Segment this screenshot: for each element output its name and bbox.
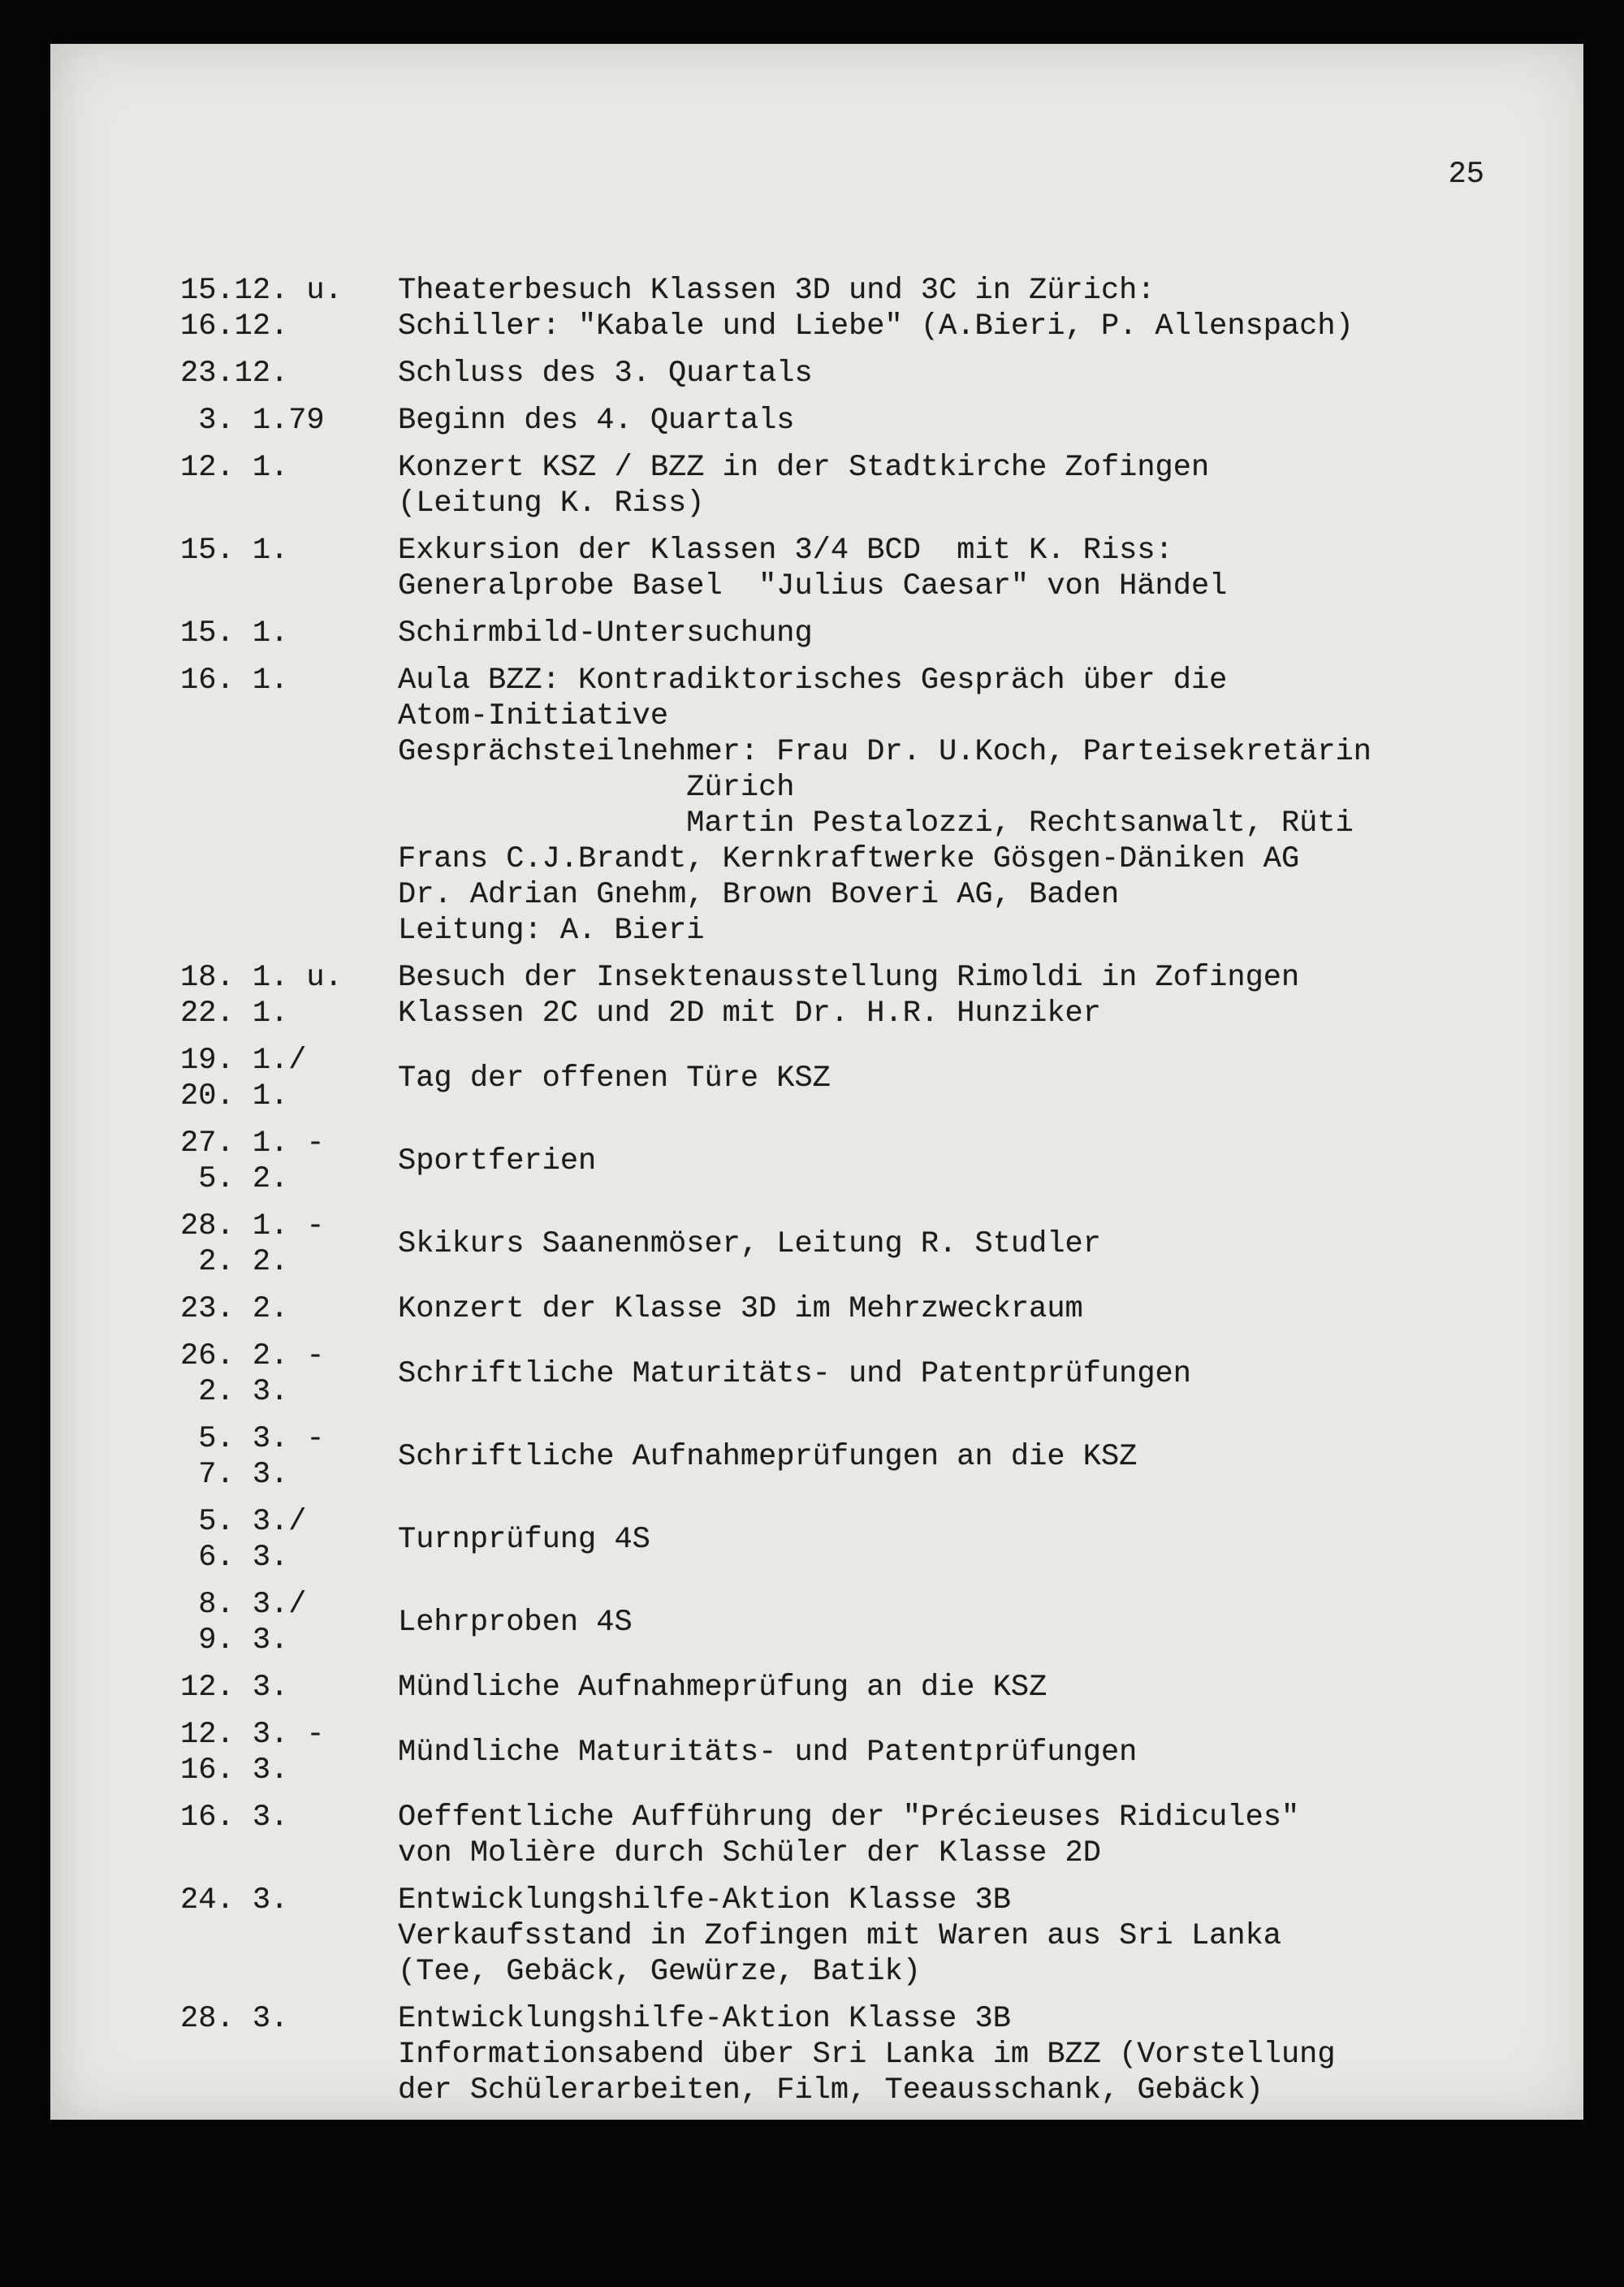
entry-text [398,2001,1551,2108]
entry-date [180,1338,398,1410]
entry-date [180,450,398,486]
calendar-entry [180,450,1551,521]
text-line: Schriftliche Aufnahmeprüfungen an die KSZ [398,1440,1138,1474]
date-line: 22. 1. [180,997,289,1031]
entry-date [180,1587,398,1658]
date-line: 28. 1. - [180,1209,325,1243]
text-line: Tag der offenen Türe KSZ [398,1061,831,1096]
entry-date [180,1883,398,1918]
date-line: 5. 2. [180,1162,289,1196]
calendar-entry [180,1717,1551,1788]
calendar-entry [180,1670,1551,1706]
text-line: Theaterbesuch Klassen 3D und 3C in Zürich: [398,274,1155,308]
text-line: Mündliche Aufnahmeprüfung an die KSZ [398,1671,1047,1705]
entry-text [398,960,1551,1031]
entry-text [398,1439,1551,1475]
date-line: 16. 3. [180,1753,289,1788]
scanned-page [50,44,1583,2120]
text-line: Atom-Initiative [398,699,669,733]
calendar-entry [180,1338,1551,1410]
entry-text [398,1226,1551,1262]
date-line: 18. 1. u. [180,961,343,995]
date-line: 15. 1. [180,534,289,568]
entry-text [398,1061,1551,1096]
date-line: 9. 3. [180,1623,289,1658]
calendar-entry [180,1126,1551,1197]
entry-text [398,450,1551,521]
text-line: Entwicklungshilfe-Aktion Klasse 3B [398,2002,1011,2036]
calendar-entry [180,960,1551,1031]
entry-date [180,1670,398,1706]
text-line: Frans C.J.Brandt, Kernkraftwerke Gösgen-Däniken AG [398,842,1300,876]
entry-text [398,273,1551,344]
entry-text [398,403,1551,439]
date-line: 23.12. [180,357,289,391]
text-line: Entwicklungshilfe-Aktion Klasse 3B [398,1883,1011,1917]
entry-date [180,533,398,569]
entry-date [180,960,398,1031]
date-line: 16. 1. [180,664,289,698]
date-line: 2. 3. [180,1375,289,1409]
entry-date [180,403,398,439]
calendar-entry [180,1208,1551,1280]
entry-date [180,1504,398,1576]
calendar-entry [180,1043,1551,1114]
entry-text [398,1883,1551,1990]
text-line: Konzert KSZ / BZZ in der Stadtkirche Zofingen [398,451,1210,485]
date-line: 2. 2. [180,1245,289,1279]
date-line: 7. 3. [180,1458,289,1492]
text-line: Mündliche Maturitäts- und Patentprüfungen [398,1736,1138,1770]
text-line: Lehrproben 4S [398,1606,633,1640]
calendar-entry [180,273,1551,344]
date-line: 15. 1. [180,616,289,651]
date-line: 16.12. [180,309,289,344]
entry-date [180,1126,398,1197]
date-line: 28. 3. [180,2002,289,2036]
date-line: 6. 3. [180,1541,289,1575]
entry-date [180,1717,398,1788]
text-line: Aula BZZ: Kontradiktorisches Gespräch über die [398,664,1228,698]
date-line: 24. 3. [180,1883,289,1917]
entry-text [398,356,1551,391]
date-line: 12. 3. [180,1671,289,1705]
entry-text [398,1735,1551,1770]
calendar-entry [180,403,1551,439]
entry-date [180,2001,398,2037]
page-number: 25 [1448,158,1484,192]
text-line: Turnprüfung 4S [398,1523,650,1557]
entry-text [398,1800,1551,1871]
date-line: 12. 3. - [180,1718,325,1752]
entry-date [180,1421,398,1493]
entry-date [180,273,398,344]
calendar-entry [180,2001,1551,2108]
text-line: Schirmbild-Untersuchung [398,616,813,651]
calendar-entry [180,616,1551,651]
calendar-entry [180,1421,1551,1493]
date-line: 5. 3. - [180,1422,325,1456]
text-line: Skikurs Saanenmöser, Leitung R. Studler [398,1227,1101,1261]
date-line: 19. 1./ [180,1044,307,1078]
entry-date [180,1043,398,1114]
calendar-entry [180,1883,1551,1990]
text-line: Konzert der Klasse 3D im Mehrzweckraum [398,1292,1083,1326]
entry-text [398,533,1551,604]
date-line: 27. 1. - [180,1126,325,1161]
calendar-entry [180,356,1551,391]
entry-date [180,1800,398,1835]
text-line: Beginn des 4. Quartals [398,404,795,438]
entry-date [180,616,398,651]
entry-date [180,1291,398,1327]
text-line: Martin Pestalozzi, Rechtsanwalt, Rüti [398,806,1354,841]
entry-text [398,1144,1551,1179]
entry-text [398,1670,1551,1706]
date-line: 3. 1.79 [180,404,325,438]
text-line: (Leitung K. Riss) [398,486,705,521]
text-line: Generalprobe Basel "Julius Caesar" von Händel [398,569,1228,603]
text-line: Klassen 2C und 2D mit Dr. H.R. Hunziker [398,997,1101,1031]
date-line: 8. 3./ [180,1588,307,1622]
date-line: 20. 1. [180,1079,289,1113]
calendar-entry [180,533,1551,604]
calendar-entry [180,1291,1551,1327]
text-line: Gesprächsteilnehmer: Frau Dr. U.Koch, Parteisekretärin [398,735,1371,769]
text-line: Leitung: A. Bieri [398,914,705,948]
date-line: 16. 3. [180,1801,289,1835]
text-line: Dr. Adrian Gnehm, Brown Boveri AG, Baden [398,878,1120,912]
text-line: Zürich [398,771,795,805]
text-line: Schriftliche Maturitäts- und Patentprüfungen [398,1357,1191,1391]
entry-date [180,663,398,698]
date-line: 15.12. u. [180,274,343,308]
entry-text [398,1356,1551,1392]
text-line: Informationsabend über Sri Lanka im BZZ (Vorstellung [398,2038,1336,2072]
calendar-entry [180,663,1551,949]
entry-text [398,1291,1551,1327]
text-line: der Schülerarbeiten, Film, Teeausschank, Gebäck) [398,2073,1263,2108]
date-line: 23. 2. [180,1292,289,1326]
calendar-entry [180,1800,1551,1871]
text-line: Schiller: "Kabale und Liebe" (A.Bieri, P. Allenspach) [398,309,1354,344]
calendar-entry [180,1587,1551,1658]
entries-list [180,273,1551,2120]
text-line: von Molière durch Schüler der Klasse 2D [398,1836,1101,1870]
text-line: Sportferien [398,1144,597,1178]
date-line: 5. 3./ [180,1505,307,1539]
calendar-entry [180,1504,1551,1576]
text-line: Exkursion der Klassen 3/4 BCD mit K. Riss: [398,534,1173,568]
text-line: Oeffentliche Aufführung der "Précieuses Ridicules" [398,1801,1300,1835]
text-line: (Tee, Gebäck, Gewürze, Batik) [398,1955,921,1989]
entry-text [398,1605,1551,1641]
entry-date [180,1208,398,1280]
entry-text [398,663,1551,949]
text-line: Schluss des 3. Quartals [398,357,813,391]
date-line: 12. 1. [180,451,289,485]
date-line: 26. 2. - [180,1339,325,1373]
text-line: Besuch der Insektenausstellung Rimoldi in Zofingen [398,961,1300,995]
entry-text [398,616,1551,651]
entry-text [398,1522,1551,1558]
text-line: Verkaufsstand in Zofingen mit Waren aus Sri Lanka [398,1919,1281,1953]
entry-date [180,356,398,391]
